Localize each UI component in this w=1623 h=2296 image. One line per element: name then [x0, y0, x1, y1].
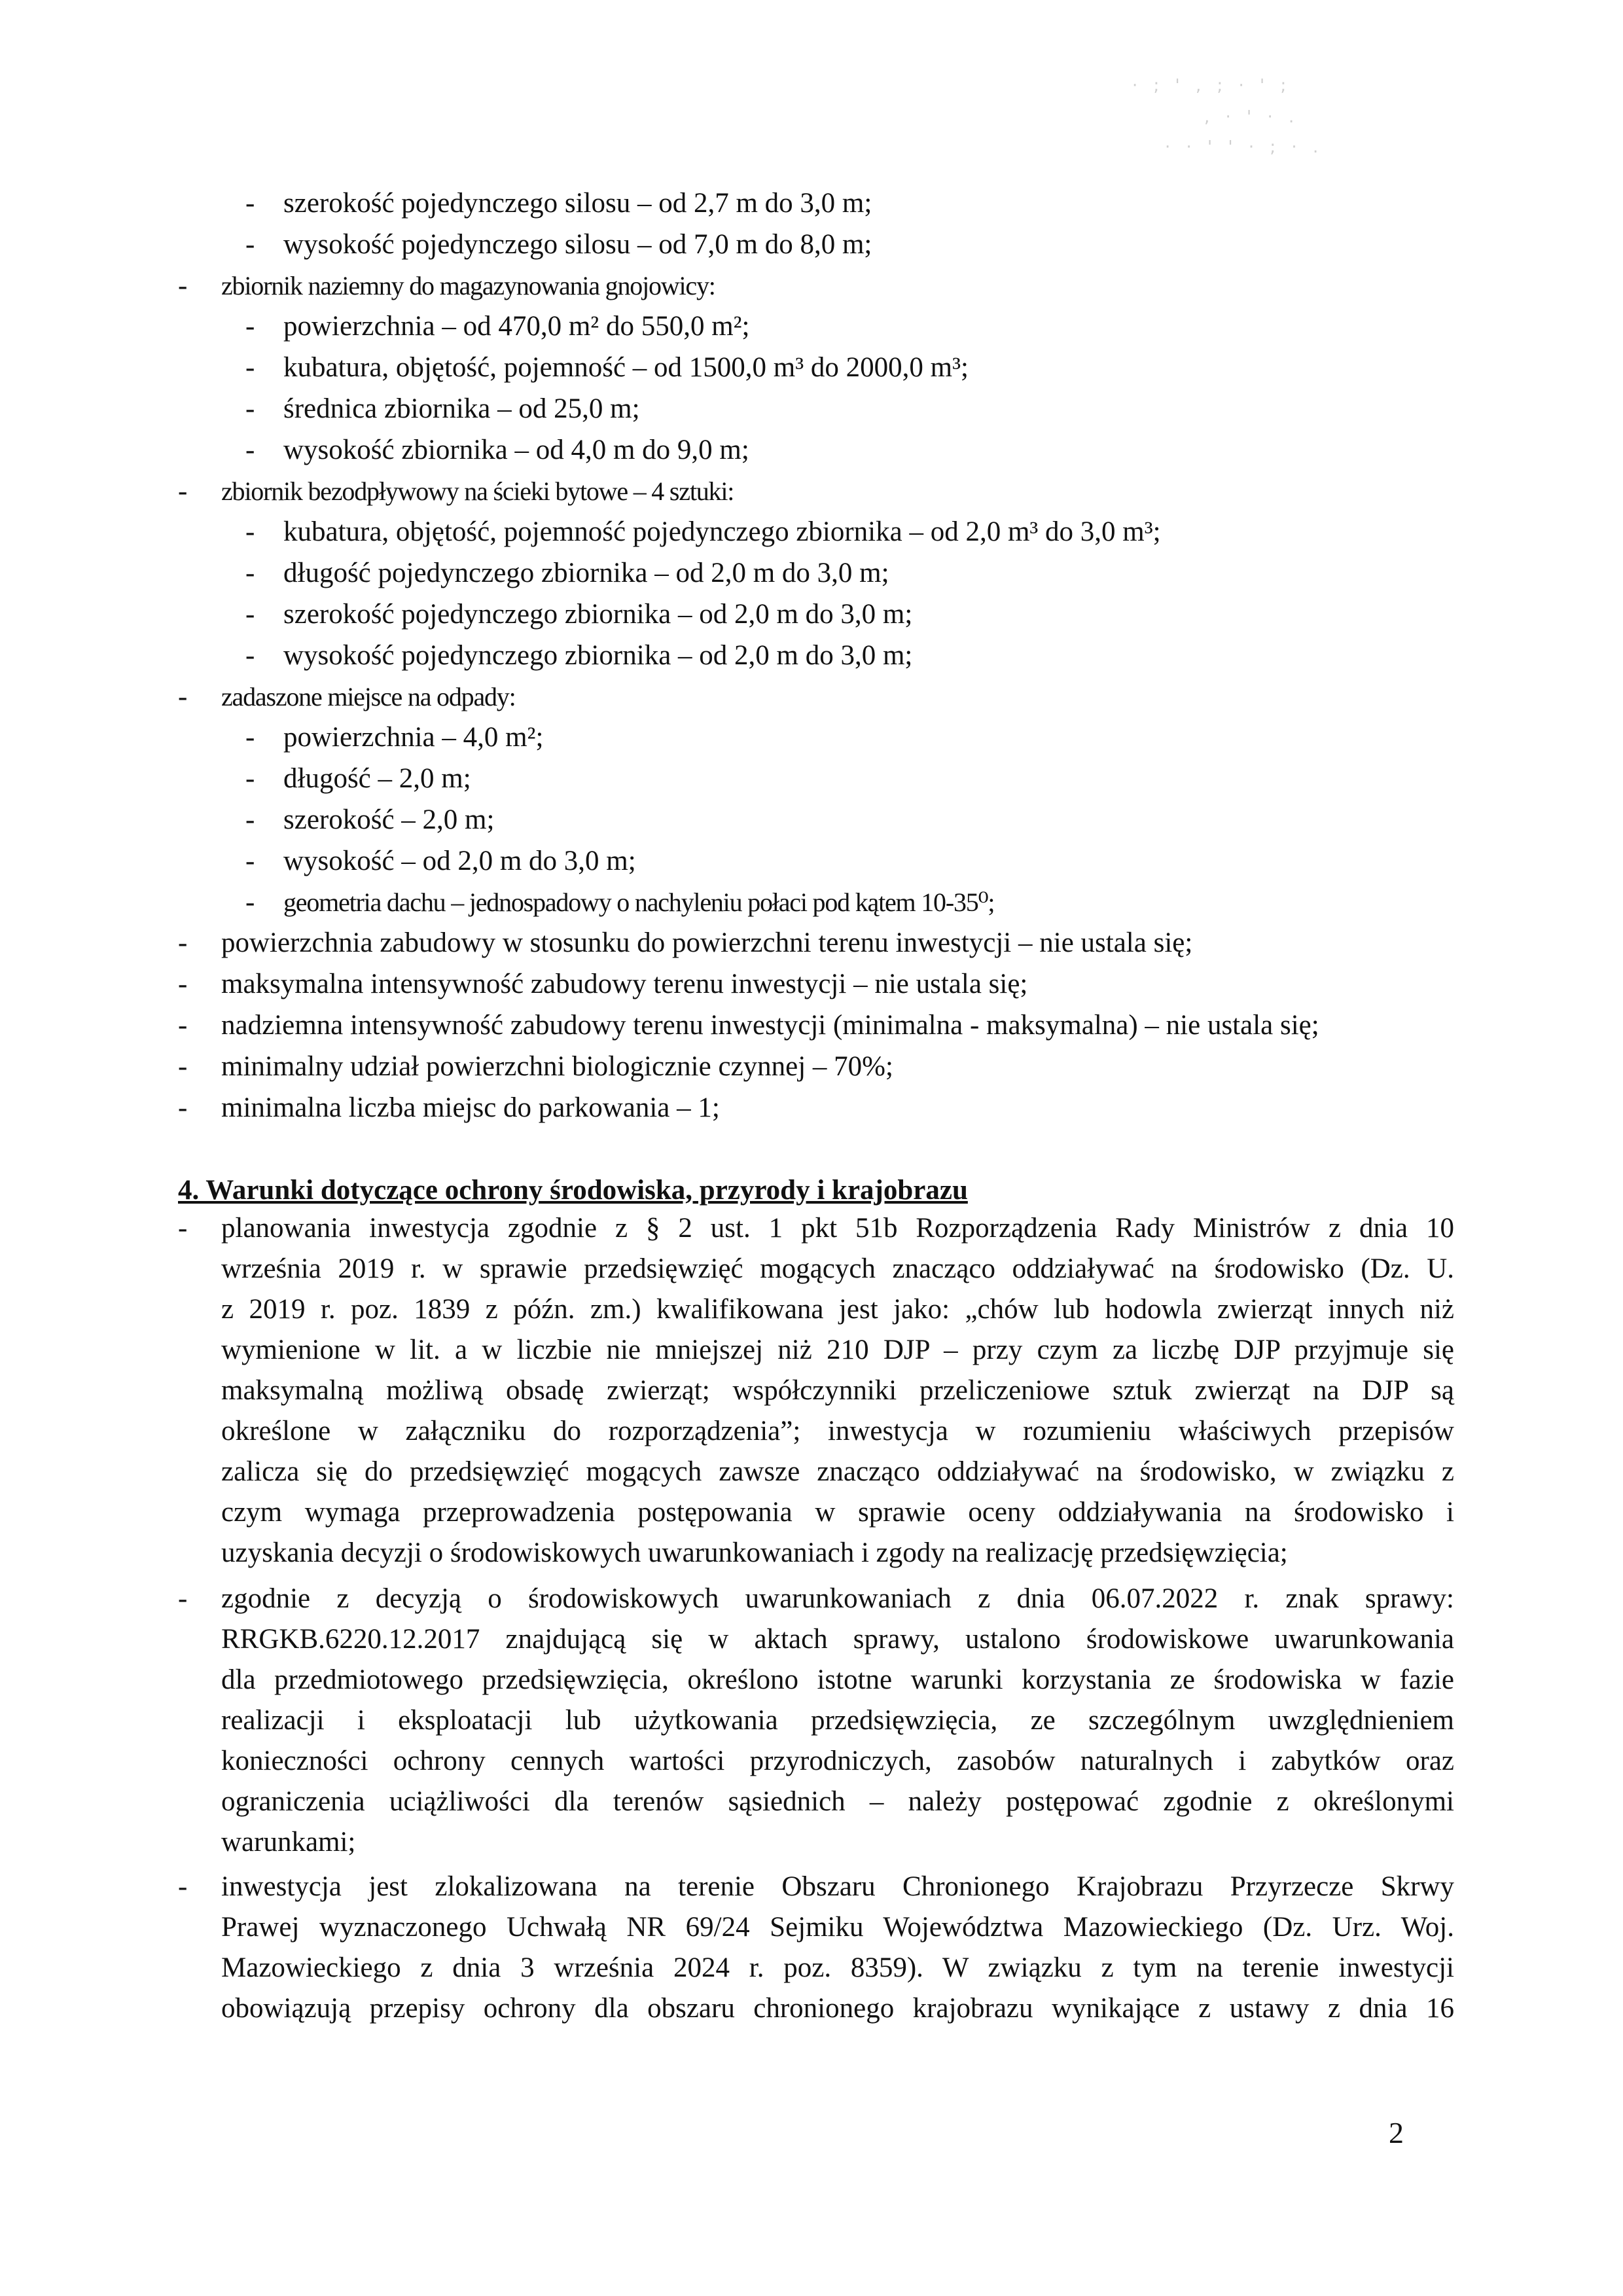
list-item-text: szerokość pojedynczego silosu – od 2,7 m do 3,0 m; [283, 188, 872, 219]
paragraph-line: planowania inwestycja zgodnie z § 2 ust. 1 pkt 51b Rozporządzenia Rady Ministrów z dnia 10 [221, 1213, 1454, 1244]
list-item-text: długość pojedynczego zbiornika – od 2,0 m do 3,0 m; [283, 558, 889, 589]
bullet-dash: - [245, 516, 255, 548]
bullet-dash: - [178, 1213, 188, 1244]
paragraph-line: warunkami; [221, 1827, 356, 1857]
bullet-dash: - [178, 1050, 188, 1082]
list-item-text: geometria dachu – jednospadowy o nachyleniu połaci pod kątem 10-35⁰; [283, 887, 995, 917]
list-item-text: zbiornik naziemny do magazynowania gnojowicy: [221, 270, 715, 300]
list-item-text: nadziemna intensywność zabudowy terenu inwestycji (minimalna - maksymalna) – nie ustala się; [221, 1010, 1319, 1041]
bullet-dash: - [178, 1871, 188, 1902]
bullet-dash: - [245, 188, 255, 219]
bullet-dash: - [178, 1092, 188, 1123]
bullet-dash: - [245, 434, 255, 465]
bullet-dash: - [245, 722, 255, 753]
bullet-dash: - [178, 475, 188, 507]
paragraph-line: czym wymaga przeprowadzenia postępowania w sprawie oceny oddziaływania na środowisko i [221, 1497, 1454, 1528]
section-heading: 4. Warunki dotyczące ochrony środowiska, przyrody i krajobrazu [178, 1175, 968, 1206]
bullet-dash: - [245, 393, 255, 424]
paragraph-line: maksymalną możliwą obsadę zwierząt; współczynniki przeliczeniowe sztuk zwierząt na DJP są [221, 1375, 1454, 1406]
list-item-text: wysokość pojedynczego zbiornika – od 2,0 m do 3,0 m; [283, 639, 913, 671]
paragraph-line: konieczności ochrony cennych wartości przyrodniczych, zasobów naturalnych i zabytków oraz [221, 1746, 1454, 1776]
list-item-text: wysokość – od 2,0 m do 3,0 m; [283, 845, 636, 876]
bullet-dash: - [245, 639, 255, 671]
bullet-dash: - [245, 845, 255, 876]
list-item-text: zadaszone miejsce na odpady: [221, 681, 516, 711]
list-item-text: szerokość – 2,0 m; [283, 804, 495, 835]
paragraph-line: dla przedmiotowego przedsięwzięcia, określono istotne warunki korzystania ze środowiska w fazie [221, 1664, 1454, 1695]
list-item-text: kubatura, objętość, pojemność pojedynczego zbiornika – od 2,0 m³ do 3,0 m³; [283, 516, 1161, 548]
bullet-dash: - [245, 804, 255, 835]
bullet-dash: - [245, 311, 255, 342]
faded-stamp: · ; ' , ; · ' ; , · ' · . · · ' ' · ; · . [1132, 76, 1324, 157]
bullet-dash: - [245, 558, 255, 589]
list-item-text: powierzchnia – od 470,0 m² do 550,0 m²; [283, 311, 750, 342]
paragraph-line: obowiązują przepisy ochrony dla obszaru chronionego krajobrazu wynikające z ustawy z dnia 16 [221, 1993, 1454, 2024]
paragraph-line: zalicza się do przedsięwzięć mogących zawsze znacząco oddziaływać na środowisko, w związku z [221, 1456, 1454, 1487]
bullet-dash: - [178, 927, 188, 959]
list-item-text: powierzchnia – 4,0 m²; [283, 722, 544, 753]
bullet-dash: - [245, 352, 255, 384]
paragraph-line: określone w załączniku do rozporządzenia”; inwestycja w rozumieniu właściwych przepisów [221, 1416, 1454, 1446]
paragraph-line: wymienione w lit. a w liczbie nie mniejszej niż 210 DJP – przy czym za liczbę DJP przyjmuje się [221, 1335, 1454, 1365]
bullet-dash: - [178, 1583, 188, 1614]
bullet-dash: - [245, 763, 255, 795]
list-item-text: wysokość pojedynczego silosu – od 7,0 m do 8,0 m; [283, 228, 872, 260]
bullet-dash: - [245, 599, 255, 630]
paragraph-line: września 2019 r. w sprawie przedsięwzięć mogących znacząco oddziaływać na środowisko (Dz. U. [221, 1253, 1454, 1284]
bullet-dash: - [178, 270, 188, 301]
paragraph-line: zgodnie z decyzją o środowiskowych uwarunkowaniach z dnia 06.07.2022 r. znak sprawy: [221, 1583, 1454, 1614]
paragraph-line: Prawej wyznaczonego Uchwałą NR 69/24 Sejmiku Województwa Mazowieckiego (Dz. Urz. Woj. [221, 1912, 1454, 1943]
paragraph-line: RRGKB.6220.12.2017 znajdującą się w aktach sprawy, ustalono środowiskowe uwarunkowania [221, 1624, 1454, 1655]
paragraph-line: realizacji i eksploatacji lub użytkowania przedsięwzięcia, ze szczególnym uwzględnieniem [221, 1705, 1454, 1736]
list-item-text: powierzchnia zabudowy w stosunku do powierzchni terenu inwestycji – nie ustala się; [221, 927, 1193, 959]
bullet-dash: - [245, 886, 255, 918]
bullet-dash: - [178, 681, 188, 712]
bullet-dash: - [245, 228, 255, 260]
list-item-text: zbiornik bezodpływowy na ścieki bytowe – 4 sztuki: [221, 476, 734, 506]
paragraph-line: Mazowieckiego z dnia 3 września 2024 r. poz. 8359). W związku z tym na terenie inwestycji [221, 1952, 1454, 1983]
list-item-text: średnica zbiornika – od 25,0 m; [283, 393, 640, 424]
list-item-text: wysokość zbiornika – od 4,0 m do 9,0 m; [283, 434, 749, 465]
paragraph-line: ograniczenia uciążliwości dla terenów sąsiednich – należy postępować zgodnie z określonymi [221, 1786, 1454, 1817]
bullet-dash: - [178, 969, 188, 1000]
list-item-text: minimalny udział powierzchni biologicznie czynnej – 70%; [221, 1050, 893, 1082]
page-number: 2 [1389, 2116, 1404, 2149]
paragraph-line: z 2019 r. poz. 1839 z późn. zm.) kwalifikowana jest jako: „chów lub hodowla zwierząt innych niż [221, 1294, 1454, 1325]
paragraph-line: inwestycja jest zlokalizowana na terenie Obszaru Chronionego Krajobrazu Przyrzecze Skrwy [221, 1871, 1454, 1902]
list-item-text: maksymalna intensywność zabudowy terenu inwestycji – nie ustala się; [221, 969, 1028, 1000]
paragraph-line: uzyskania decyzji o środowiskowych uwarunkowaniach i zgody na realizację przedsięwzięcia; [221, 1537, 1288, 1568]
list-item-text: długość – 2,0 m; [283, 763, 471, 795]
list-item-text: minimalna liczba miejsc do parkowania – 1; [221, 1092, 720, 1123]
list-item-text: kubatura, objętość, pojemność – od 1500,0 m³ do 2000,0 m³; [283, 352, 969, 384]
bullet-dash: - [178, 1010, 188, 1041]
list-item-text: szerokość pojedynczego zbiornika – od 2,0 m do 3,0 m; [283, 599, 913, 630]
